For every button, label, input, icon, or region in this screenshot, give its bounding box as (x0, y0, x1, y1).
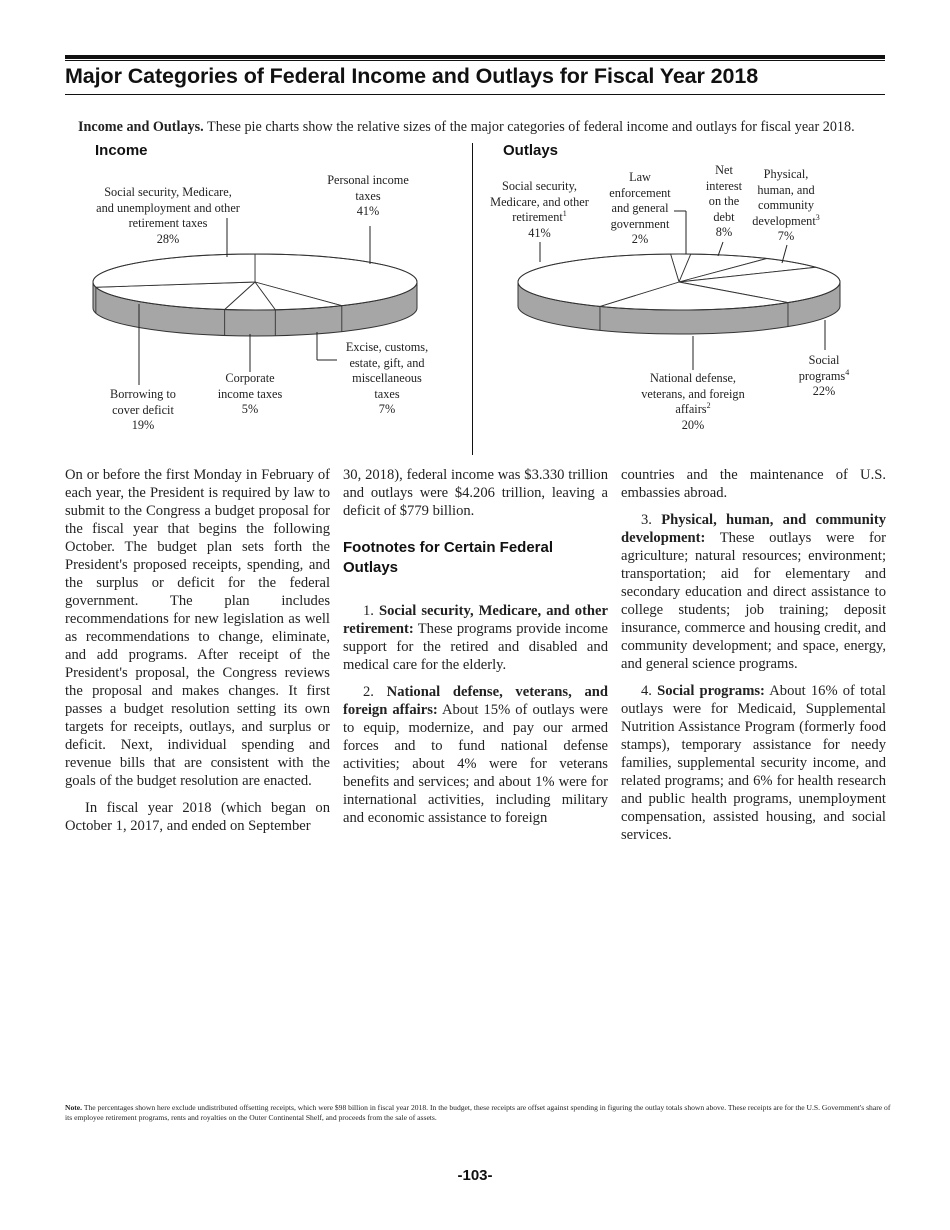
chart-label-line: Borrowing to (110, 387, 176, 401)
footnote-4-term: Social programs: (657, 683, 765, 699)
outlays-label-law-enforcement (598, 170, 682, 248)
chart-label-line: veterans, and foreign (641, 386, 745, 401)
page-title: Major Categories of Federal Income and Outlays for Fiscal Year 2018 (65, 64, 759, 88)
footnote-ref: 1 (562, 208, 567, 218)
intro-body: These pie charts show the relative sizes of the major categories of federal income and outlays for fiscal year 2018. (203, 119, 855, 135)
income-label-excise-taxes (332, 340, 442, 418)
leader-line (718, 242, 723, 256)
footnote-2-number: 2. (363, 684, 374, 700)
text-column-1 (65, 466, 330, 844)
chart-label-line: human, and (757, 182, 815, 197)
income-label-borrowing (93, 387, 193, 434)
footnote-3-term: Physical, human, and community development: (621, 512, 886, 546)
outlays-label-net-interest (696, 163, 752, 241)
chart-label-line: estate, gift, and (349, 355, 425, 370)
chart-label-line: 7% (777, 229, 795, 243)
chart-label-line: 2% (631, 232, 649, 246)
footnote-3-text: These outlays were for agriculture; natural resources; environment; transportation; aid for elementary and secondary education and direct assistance to college students; job training; deposit insurance, commerce and housing credit, and community development; and space, energy, and general science programs. (621, 530, 886, 672)
chart-label-line: Personal income (327, 173, 409, 187)
chart-label-line: 22% (812, 384, 836, 398)
chart-label-line: income taxes (217, 386, 283, 401)
note-label: Note. (65, 1103, 83, 1112)
note (65, 1103, 895, 1123)
chart-label-line: 5% (241, 402, 259, 416)
footnote-2-term: National defense, veterans, and foreign affairs: (343, 684, 608, 718)
footnote-ref: 4 (845, 367, 850, 377)
income-label-personal-taxes (318, 173, 418, 220)
chart-label-line: Net (715, 163, 733, 177)
outlays-pie-chart (518, 254, 840, 334)
leader-line (782, 245, 787, 263)
chart-label-line: and unemployment and other (96, 200, 240, 215)
paragraph-fiscal-year: In fiscal year 2018 (which began on October 1, 2017, and ended on September (65, 800, 330, 834)
footnote-1 (343, 602, 608, 674)
footnote-3-number: 3. (641, 512, 652, 528)
income-slice-4 (93, 254, 255, 287)
chart-label-line: Medicare, and other (490, 194, 589, 209)
chart-label-line: affairs$^2$ (675, 400, 711, 416)
chart-label-line: 20% (681, 417, 705, 432)
chart-label-line: 19% (131, 418, 155, 432)
outlays-label-physical-human (746, 167, 826, 245)
chart-label-line: Physical, (763, 167, 809, 181)
chart-label-line: Social security, (501, 179, 577, 193)
footnote-ref: 3 (815, 212, 820, 222)
chart-label-line: 8% (715, 225, 733, 239)
outlays-label-social-security (472, 179, 607, 241)
chart-label-line: 41% (528, 225, 551, 240)
paragraph-budget-process: On or before the first Monday in February of each year, the President is required by law to submit to the Congress a budget proposal for the fiscal year that begins the following October. The budget plan sets forth the President's proposed receipts, spending, and the surplus or deficit for the federal government. The plan includes recommendations for new legislation as well as recommendations to change, eliminate, and add programs. After receipt of the President's proposal, the Congress reviews the proposal and makes changes. It first passes a budget resolution setting its own targets for receipts, outlays, and surplus or deficit. Next, individual spending and revenue bills that are consistent with the goals of the budget resolution are enacted. (65, 467, 330, 789)
outlays-label-national-defense (628, 371, 758, 433)
footnote-4 (621, 682, 886, 844)
chart-label-line: Corporate (225, 371, 275, 385)
chart-label-line: 41% (356, 204, 380, 218)
chart-label-line: taxes (355, 188, 381, 203)
chart-label-line: programs$^4$ (798, 367, 850, 383)
chart-label-line: interest (705, 178, 743, 193)
page-number: -103- (457, 1167, 493, 1184)
footnote-3 (621, 511, 886, 673)
chart-label-line: miscellaneous (352, 371, 422, 385)
chart-label-line: taxes (374, 386, 400, 401)
income-pie-chart (93, 254, 417, 336)
intro-bold: Income and Outlays. (78, 119, 204, 135)
footnote-2-text: About 15% of outlays were to equip, modernize, and pay our armed forces and to fund national defense activities; about 4% were for veterans benefits and services; and about 1% were for international activities, including military and economic assistance to foreign (343, 702, 608, 826)
chart-label-line: debt (713, 209, 735, 224)
chart-label-line: enforcement (609, 185, 671, 200)
text-column-3 (621, 466, 886, 853)
income-chart-title: Income (95, 142, 148, 159)
chart-label-line: retirement taxes (128, 216, 208, 230)
chart-label-line: Social (808, 353, 840, 367)
chart-label-line: on the (708, 194, 740, 208)
chart-label-line: National defense, (649, 371, 737, 385)
chart-label-line: 7% (378, 402, 396, 416)
chart-label-line: 28% (156, 231, 180, 246)
chart-label-line: Law (629, 170, 651, 184)
footnote-1-text: These programs provide income support for the retired and disabled and medical care for the elderly. (343, 621, 608, 673)
chart-label-line: retirement$^1$ (512, 208, 567, 224)
chart-label-line: government (610, 216, 670, 231)
outlays-label-social-programs (784, 353, 864, 400)
footnote-ref: 2 (706, 400, 711, 410)
income-label-social-security-taxes (88, 185, 248, 247)
note-text: The percentages shown here exclude undistributed offsetting receipts, which were $98 billion in fiscal year 2018. In the budget, these receipts are offset against spending in figuring the outlay totals shown above. These receipts are for the U.S. Government's share of its employee retirement programs, rents and royalties on the Outer Continental Shelf, and proceeds from the sale of assets. (65, 1103, 891, 1122)
chart-label-line: community (757, 198, 814, 212)
text-column-2 (343, 466, 608, 836)
footnotes-heading: Footnotes for Certain Federal Outlays (343, 539, 554, 576)
paragraph-totals: 30, 2018), federal income was $3.330 trillion and outlays were $4.206 trillion, leaving a deficit of $779 billion. (343, 467, 608, 519)
footnote-2 (343, 683, 608, 827)
footnote-1-term: Social security, Medicare, and other retirement: (343, 603, 609, 637)
chart-label-line: and general (611, 201, 669, 215)
chart-label-line: development$^3$ (752, 212, 820, 228)
chart-label-line: cover deficit (112, 402, 174, 417)
footnote-4-text: About 16% of total outlays were for Medicaid, Supplemental Nutrition Assistance Program (formerly food stamps), temporary assistance for needy families, supplemental security income, and related programs; and 6% for health research and public health programs, unemployment compensation, assisted housing, and social services. (621, 683, 886, 843)
footnote-4-number: 4. (641, 683, 652, 699)
footnote-1-number: 1. (363, 603, 374, 619)
outlays-chart-title: Outlays (503, 142, 559, 159)
chart-label-line: Excise, customs, (345, 340, 429, 354)
paragraph-continued: countries and the maintenance of U.S. embassies abroad. (621, 467, 886, 501)
income-label-corporate-taxes (200, 371, 300, 418)
chart-label-line: Social security, Medicare, (104, 185, 232, 199)
